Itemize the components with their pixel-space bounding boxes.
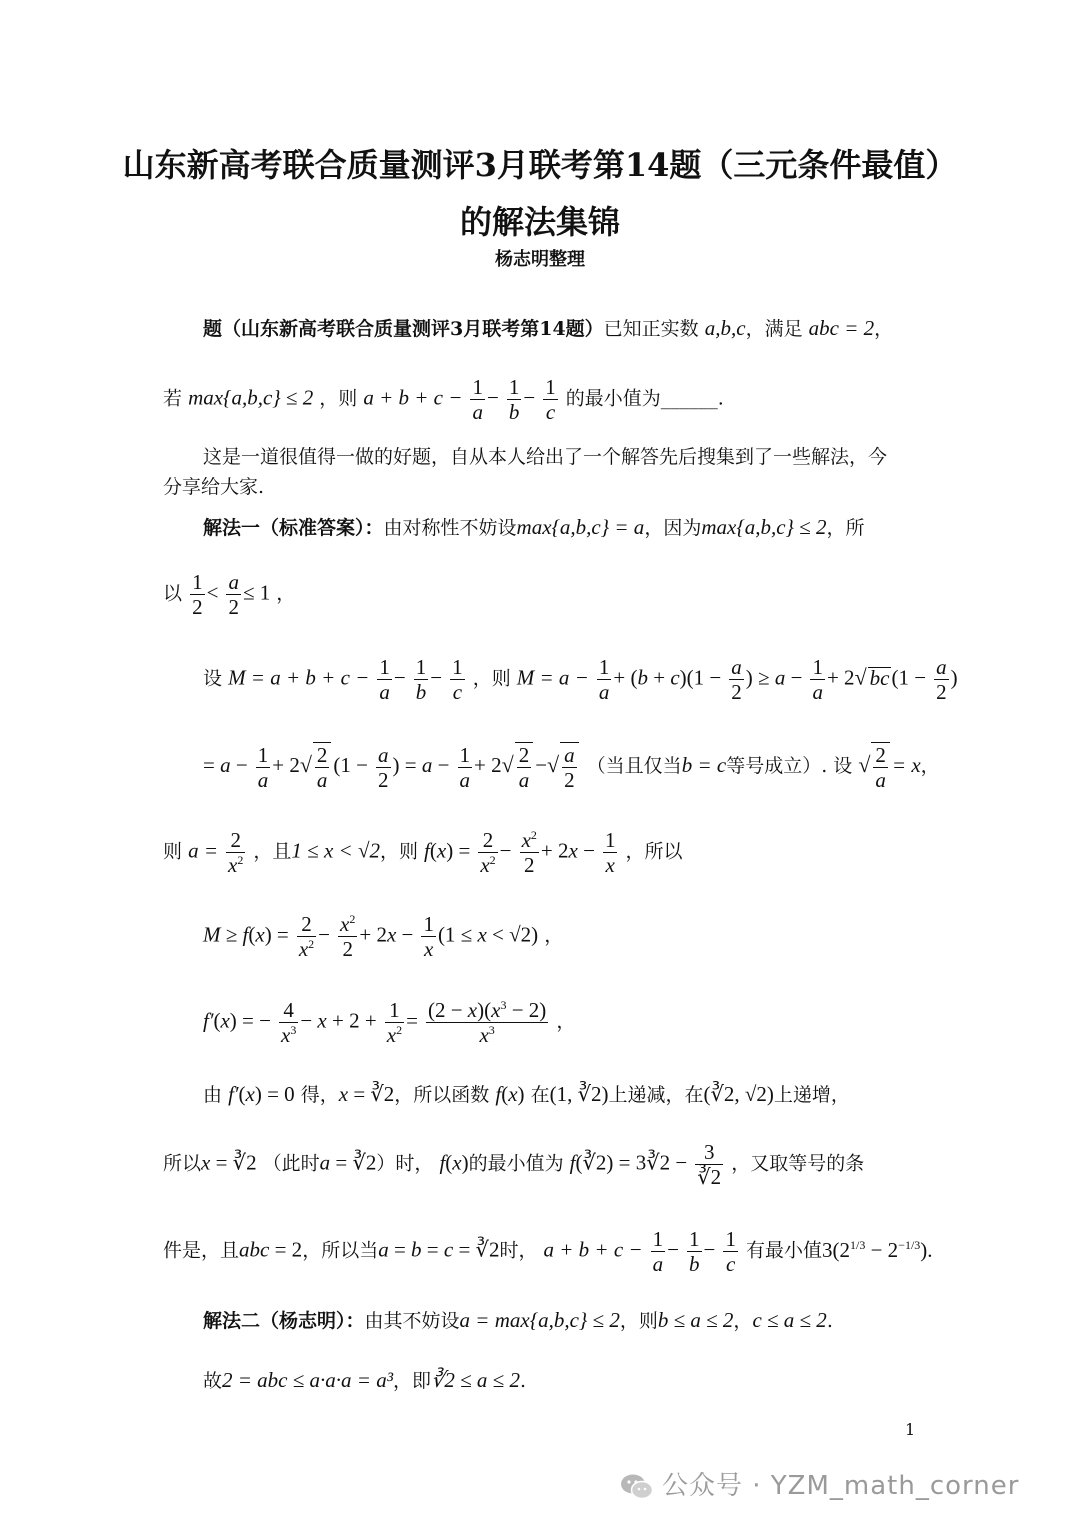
sol-text: （此时 [262, 1152, 320, 1175]
sol-text: 上递减，在 [608, 1084, 704, 1106]
watermark-text: 公众号 · YZM_math_corner [662, 1471, 1020, 1501]
problem-text: ，满足 [745, 318, 803, 340]
fraction: $\frac{1}{c}$ [725, 1227, 736, 1277]
sol2-line-1 [203, 1310, 833, 1331]
sol-text: 时， [499, 1239, 538, 1262]
sol1-line-7: f′(x) = − $\frac{4}{x^3}$ − x + 2 + $\frac{1}{x^2}$ = $\frac{(2 - x)(x^3 - 2)}{x^3}$ ， [203, 998, 576, 1048]
sol-text: ，所以函数 [394, 1084, 490, 1106]
wechat-icon [620, 1473, 654, 1501]
fraction: $\frac{a}{2}$ [731, 655, 742, 705]
sol-text: 所以 [163, 1152, 202, 1175]
problem-line-2: 若 max{a,b,c} ≤ 2 ，则 a + b + c − $\frac{1}{a}$ − $\frac{1}{b}$ − $\frac{1}{c}$ 的最小值为______. [163, 375, 724, 425]
fraction: $\frac{1}{a}$ [459, 742, 471, 792]
sol-text: （当且仅当 [586, 755, 682, 778]
page-number: 1 [905, 1420, 916, 1439]
fraction: $\frac{4}{x^3}$ [281, 998, 297, 1048]
sol-text: 件是，且 [163, 1239, 240, 1262]
sol-text: . [826, 1310, 833, 1332]
fraction: $\frac{1}{a}$ [379, 655, 390, 705]
sol-text: ， [544, 924, 564, 947]
problem-text: 已知正实数 [603, 318, 699, 340]
sol-text: ， [733, 1310, 753, 1332]
sol-text: ，且 [253, 840, 292, 863]
fraction: $\frac{1}{b}$ [508, 375, 520, 425]
fraction: $\frac{1}{a}$ [257, 742, 269, 792]
problem-line-1 [203, 318, 893, 339]
fraction: $\frac{x^2}{2}$ [521, 828, 537, 878]
sol1-line-9: 所以x = ∛2 （此时a = ∛2）时， f(x)的最小值为 f(∛2) = 3∛2 − $\frac{3}{∛2}$ ，又取等号的条 [163, 1140, 865, 1190]
sol-text: 上递增， [773, 1084, 850, 1106]
sol-text: 由对称性不妨设 [383, 517, 517, 539]
sol-text: ，则 [379, 840, 418, 863]
fraction: $\frac{1}{2}$ [192, 570, 203, 620]
sol-text: ，所以 [625, 840, 683, 863]
problem-condition: abc = 2 [808, 316, 875, 340]
equation: max{a,b,c} = a [516, 515, 645, 539]
sol-text: 设 [203, 667, 223, 690]
fraction: $\frac{x^2}{2}$ [340, 912, 356, 962]
sol-text: 在 [530, 1084, 550, 1106]
sol-text: 得， [300, 1084, 339, 1106]
fraction: $\frac{1}{a}$ [652, 1227, 664, 1277]
sol2-label: 解法二（杨志明）： [203, 1310, 365, 1332]
fraction: $\frac{2}{x^2}$ [298, 912, 315, 962]
sol1-line-1 [203, 517, 864, 538]
sol-text: 由其不妨设 [364, 1310, 460, 1332]
sol1-line-6: M ≥ f(x) = $\frac{2}{x^2}$ − $\frac{x^2}{2}$ + 2x − $\frac{1}{x}$ (1 ≤ x < √2) ， [203, 912, 564, 962]
intro-line-1: 这是一道很值得一做的好题，自从本人给出了一个解答先后搜集到了一些解法，今 [203, 446, 888, 468]
sol-text: . [519, 1370, 526, 1392]
fraction: $\frac{1}{c}$ [545, 375, 556, 425]
equation: c ≤ a ≤ 2 [752, 1308, 827, 1332]
fraction: $\frac{1}{x}$ [423, 912, 434, 962]
fraction: $\frac{1}{x}$ [604, 828, 616, 878]
equation: b = c [681, 753, 727, 778]
sol-text: ， [276, 582, 296, 605]
sol1-line-5: 则 a = $\frac{2}{x^2}$ ，且1 ≤ x < √2，则 f(x) = $\frac{2}{x^2}$ − $\frac{x^2}{2}$ + 2x − $\frac{1}{x}$ ，所以 [163, 828, 683, 878]
sol1-line-4: = a − $\frac{1}{a}$ + 2√ $\frac{2}{a}$ (1 − $\frac{a}{2}$ ) = a − $\frac{1}{a}$ + 2√ $\frac{2}{a}$ −√ $\frac{a}{2}$ （当且仅当b = c等号成立）. 设 √ $\frac{2}{a}$ = x， [203, 742, 940, 793]
fraction: $\frac{2}{a}$ [871, 742, 890, 792]
sol1-line-10: 件是，且abc = 2，所以当a = b = c = ∛2时， a + b + c − $\frac{1}{a}$ − $\frac{1}{b}$ − $\frac{1}{c}$ 有最小值$3(2^{1/3} - 2^{-1/3})$. [163, 1227, 933, 1277]
sol-text: ，因为 [644, 517, 702, 539]
fraction: $\frac{a}{2}$ [228, 570, 239, 620]
equation: ∛2 ≤ a ≤ 2 [431, 1368, 520, 1392]
sol-text: ）时， [376, 1152, 434, 1175]
fraction: $\frac{1}{x^2}$ [386, 998, 403, 1048]
sol-text: 以 [163, 582, 183, 605]
equation: 2 = abc ≤ a·a·a = a³ [222, 1368, 393, 1392]
sol2-line-2 [203, 1370, 526, 1391]
sol1-line-2: 以 $\frac{1}{2}$ < $\frac{a}{2}$ ≤ 1 ， [163, 570, 296, 620]
equation: a = max{a,b,c} ≤ 2 [459, 1308, 620, 1332]
sol1-line-3: 设 M = a + b + c − $\frac{1}{a}$ − $\frac{1}{b}$ − $\frac{1}{c}$ ，则 M = a − $\frac{1}{a}$ + (b + c)(1 − $\frac{a}{2}$ ) ≥ a − $\frac{1}{a}$ + 2√ bc(1 − $\frac{a}{2}$ ) [203, 655, 958, 705]
fraction: $\frac{1}{a}$ [472, 375, 483, 425]
sol-text: ，又取等号的条 [731, 1152, 865, 1175]
sol-text: ，即 [393, 1370, 432, 1392]
sol-text: ，所 [826, 517, 865, 539]
fraction: $\frac{(2 - x)(x^3 - 2)}{x^3}$ [427, 998, 547, 1048]
sol-text: 则 [163, 840, 183, 863]
sol-text: 有最小值 [745, 1239, 822, 1262]
fraction: $\frac{1}{a}$ [598, 655, 610, 705]
watermark [620, 1465, 1019, 1502]
sol-text: 的最小值为 [468, 1152, 564, 1175]
problem-label: 题（山东新高考联合质量测评3月联考第14题） [203, 318, 604, 340]
sol-text: ，所以当 [302, 1239, 379, 1262]
fraction: $\frac{1}{b}$ [415, 655, 427, 705]
equation: max{a,b,c} ≤ 2 [701, 515, 827, 539]
fraction: $\frac{3}{∛2}$ [697, 1140, 722, 1190]
problem-vars: a,b,c [704, 316, 746, 340]
page-title: 山东新高考联合质量测评3月联考第14题（三元条件最值） [122, 146, 958, 184]
sol-text: ， [556, 1010, 576, 1033]
problem-text: 若 [163, 387, 183, 410]
sol1-line-8: 由 f′(x) = 0 得，x = ∛2，所以函数 f(x) 在(1, ∛2)上递减，在(∛2, √2)上递增， [203, 1082, 850, 1106]
problem-text: 的最小值为______. [565, 387, 724, 410]
fraction: $\frac{1}{b}$ [689, 1227, 700, 1277]
sol-text: ，则 [472, 667, 511, 690]
sol-text: ，则 [619, 1310, 658, 1332]
fraction: $\frac{2}{a}$ [313, 742, 332, 792]
sol1-label: 解法一（标准答案）： [203, 517, 384, 539]
fraction: $\frac{a}{2}$ [560, 742, 579, 792]
problem-text: ，则 [319, 387, 358, 410]
fraction: $\frac{1}{c}$ [452, 655, 463, 705]
fraction: $\frac{a}{2}$ [378, 742, 389, 792]
max-condition: max{a,b,c} ≤ 2 [188, 385, 314, 410]
problem-expression: a + b + c − [363, 385, 463, 410]
sol-text: 等号成立）. 设 [726, 755, 853, 778]
author: 杨志明整理 [495, 249, 585, 270]
equation: 1 ≤ x < √2 [291, 838, 380, 863]
problem-text: ， [874, 318, 894, 340]
fraction: $\frac{a}{2}$ [936, 655, 947, 705]
intro-line-2: 分享给大家. [163, 476, 265, 498]
fraction: $\frac{2}{a}$ [515, 742, 534, 792]
fraction: $\frac{1}{a}$ [812, 655, 823, 705]
page-title-line2: 的解法集锦 [459, 203, 620, 241]
fraction: $\frac{2}{x^2}$ [228, 828, 244, 878]
equation: b ≤ a ≤ 2 [657, 1308, 734, 1332]
sol-text: 故 [203, 1370, 223, 1392]
fraction: $\frac{2}{x^2}$ [480, 828, 496, 878]
sol-text: 由 [203, 1084, 223, 1106]
